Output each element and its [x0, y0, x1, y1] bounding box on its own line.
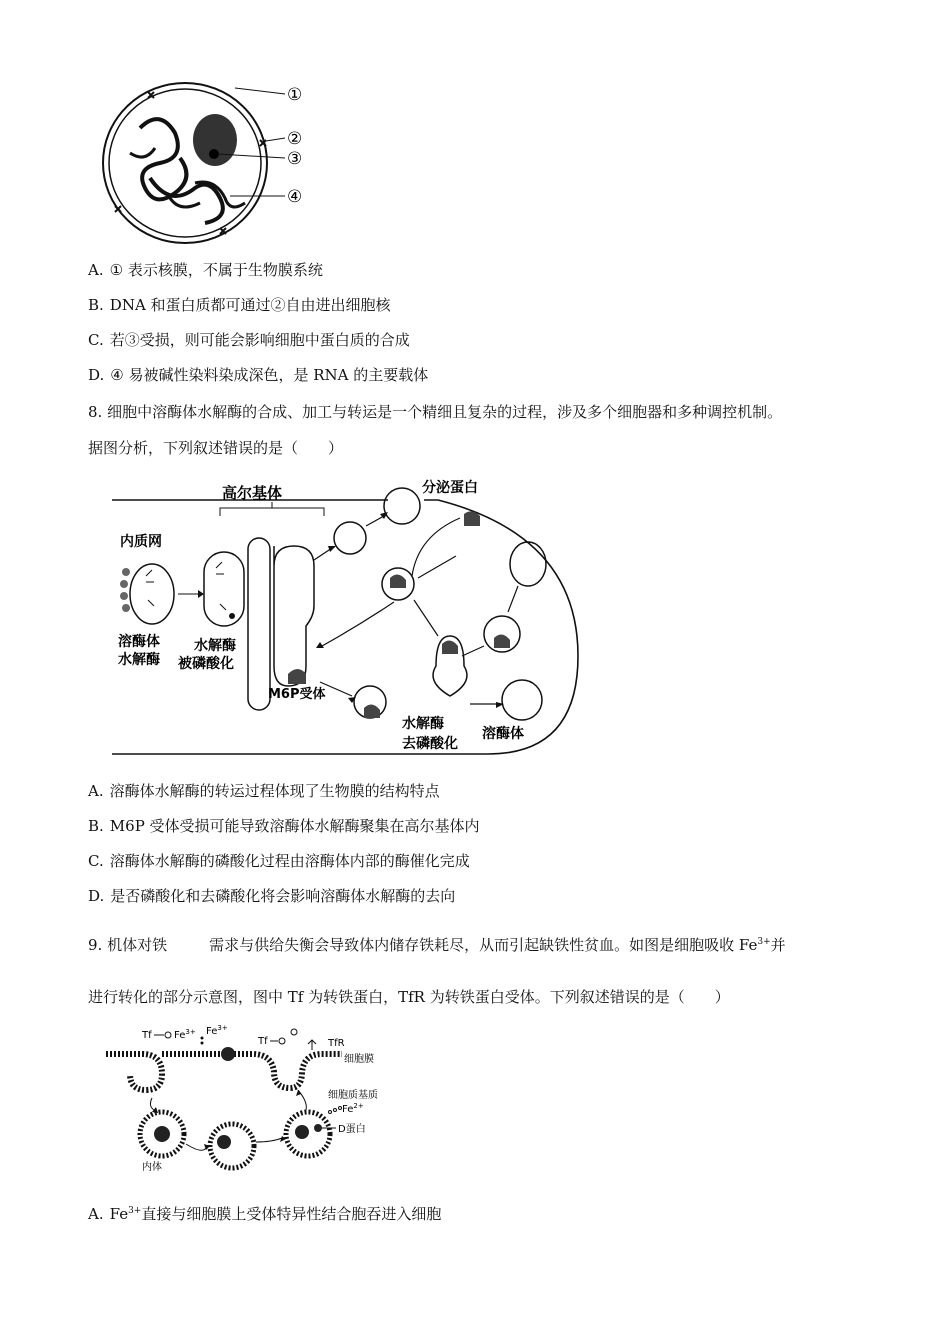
q8-option-a[interactable]: A. 溶酶体水解酶的转运过程体现了生物膜的结构特点 [88, 782, 440, 800]
secreted-label: 分泌蛋白 [422, 480, 478, 496]
dprotein-label: D蛋白 [338, 1124, 366, 1135]
golgi-label: 高尔基体 [222, 484, 283, 502]
lysosome-figure [108, 476, 588, 760]
m6p-label: M6P受体 [268, 687, 326, 702]
q9-stem-line2: 进行转化的部分示意图，图中 Tf 为转铁蛋白，TfR 为转铁蛋白受体。下列叙述错误的是（ ） [88, 988, 730, 1006]
q7-option-d[interactable]: D. ④ 易被碱性染料染成深色，是 RNA 的主要载体 [88, 366, 429, 384]
nucleus-figure [100, 78, 330, 248]
matrix-label: 细胞质基质 [328, 1090, 378, 1101]
membrane-label: 细胞膜 [344, 1054, 374, 1065]
q7-option-b[interactable]: B. DNA 和蛋白质都可通过②自由进出细胞核 [88, 296, 391, 314]
q9-option-a[interactable]: A. $Fe^{3+}$直接与细胞膜上受体特异性结合胞吞进入细胞 [88, 1205, 442, 1223]
phos-label-1: 水解酶 [194, 638, 236, 654]
enzyme-label-2: 水解酶 [118, 652, 160, 668]
q7-option-c[interactable]: C. 若③受损，则可能会影响细胞中蛋白质的合成 [88, 331, 410, 349]
lysosome-diagram [108, 476, 588, 760]
q7-option-a[interactable]: A. ① 表示核膜，不属于生物膜系统 [88, 261, 323, 279]
fe3b-label: $Fe^{3+}$ [206, 1024, 228, 1037]
endosome-label: 内体 [142, 1162, 162, 1173]
label-4: ④ [287, 187, 303, 207]
tf-label-1: Tf [142, 1030, 152, 1041]
iron-uptake-figure [102, 1024, 402, 1174]
q8-option-c[interactable]: C. 溶酶体水解酶的磷酸化过程由溶酶体内部的酶催化完成 [88, 852, 470, 870]
label-1: ① [287, 85, 303, 105]
q8-stem-line2: 据图分析，下列叙述错误的是（ ） [88, 439, 344, 457]
label-2: ② [287, 129, 303, 149]
q9-stem-line1: 9. 机体对铁 需求与供给失衡会导致体内储存铁耗尽，从而引起缺铁性贫血。如图是细胞吸收 $Fe^{3+}$并 [88, 936, 786, 954]
phos-label-2: 被磷酸化 [178, 656, 234, 672]
er-label: 内质网 [120, 534, 162, 550]
iron-uptake-diagram [102, 1024, 402, 1174]
fe2-label: $Fe^{2+}$ [342, 1102, 364, 1115]
fe3-label: $Fe^{3+}$ [174, 1028, 196, 1041]
enzyme-label-1: 溶酶体 [118, 634, 160, 650]
tf-label-2: Tf [258, 1036, 268, 1047]
nucleus-diagram [100, 78, 330, 248]
q8-option-b[interactable]: B. M6P 受体受损可能导致溶酶体水解酶聚集在高尔基体内 [88, 817, 480, 835]
dephos-label-1: 水解酶 [402, 716, 444, 732]
tfr-label: TfR [328, 1038, 345, 1049]
lysosome-label: 溶酶体 [482, 726, 524, 742]
dephos-label-2: 去磷酸化 [402, 736, 458, 752]
label-3: ③ [287, 149, 303, 169]
q8-option-d[interactable]: D. 是否磷酸化和去磷酸化将会影响溶酶体水解酶的去向 [88, 887, 456, 905]
q8-stem-line1: 8. 细胞中溶酶体水解酶的合成、加工与转运是一个精细且复杂的过程，涉及多个细胞器和多种调控机制。 [88, 403, 783, 421]
